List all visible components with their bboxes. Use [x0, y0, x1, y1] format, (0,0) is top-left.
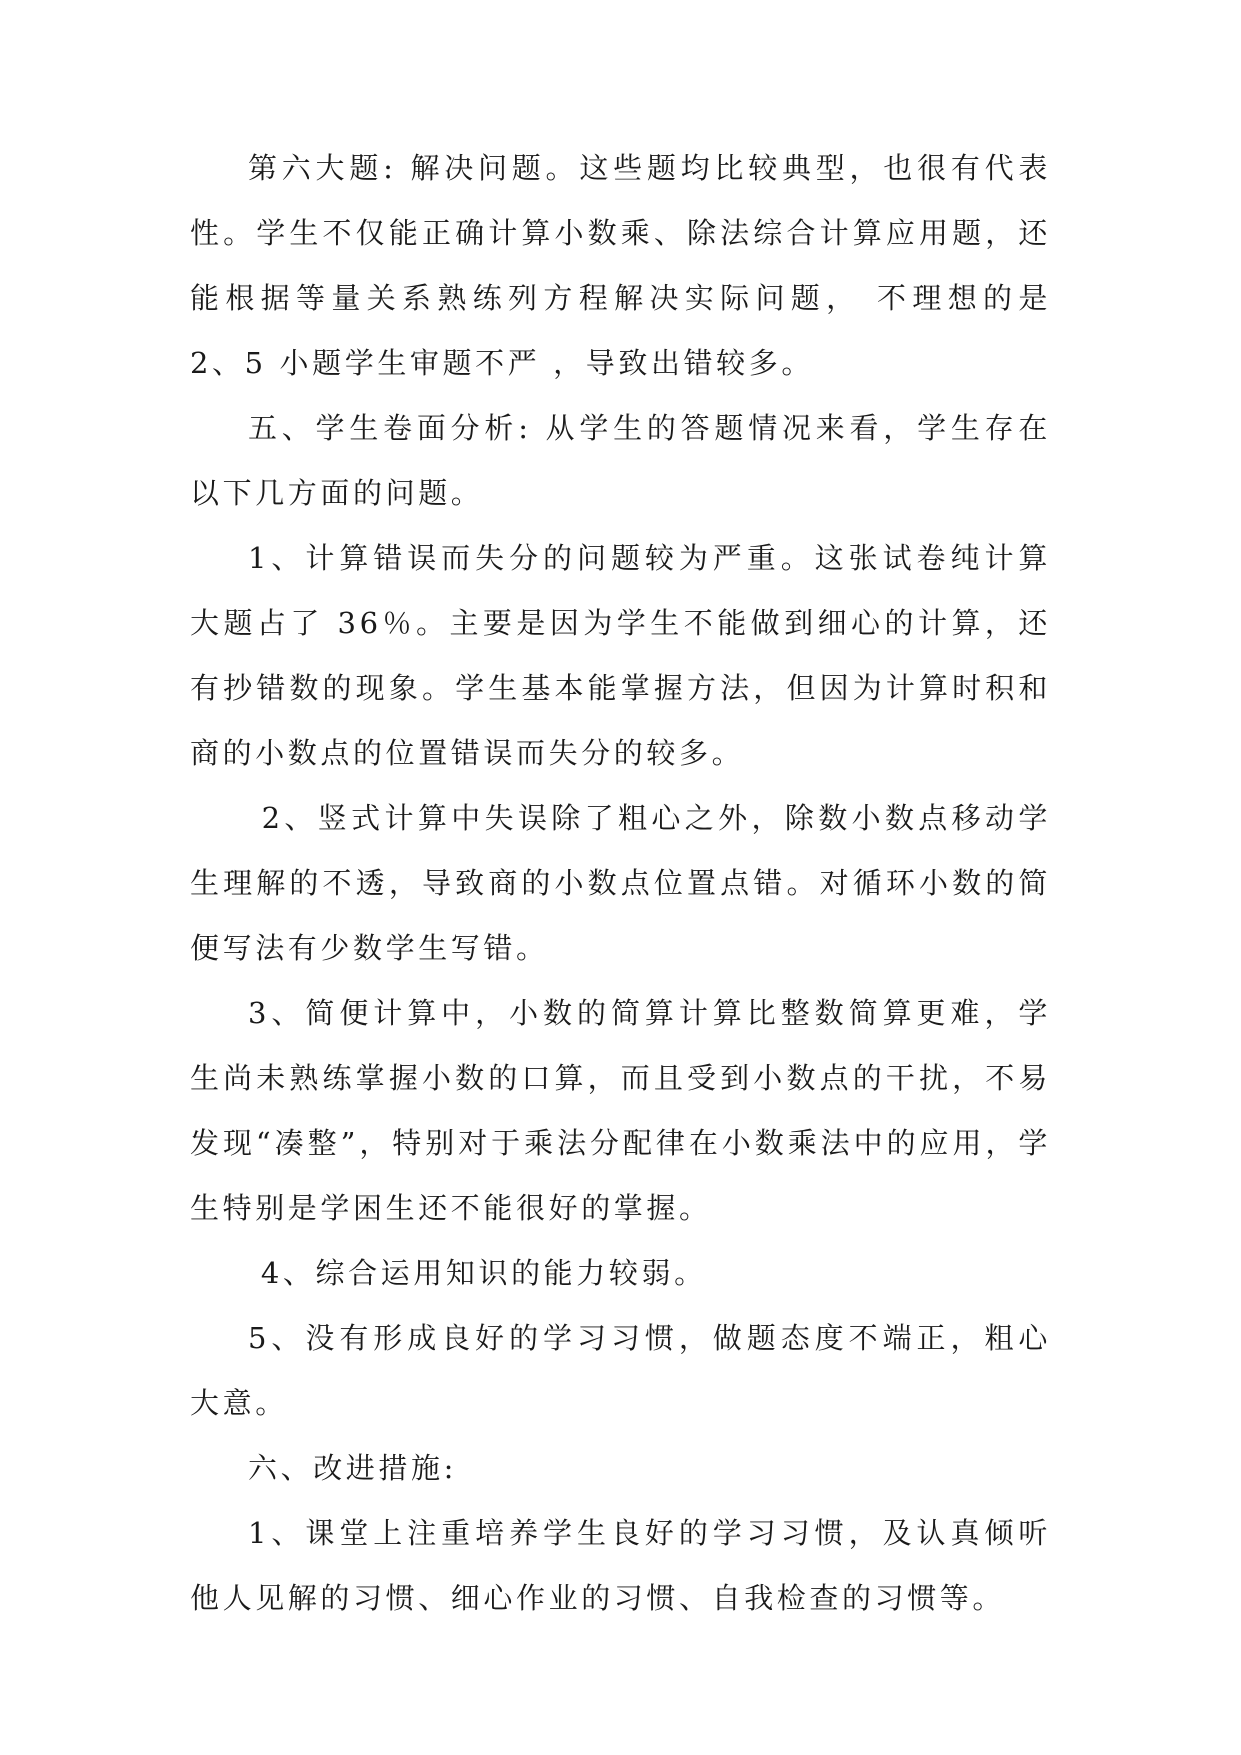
- paragraph-point-3: 3、简便计算中，小数的简算计算比整数简算更难，学生尚未熟练掌握小数的口算，而且受到小数点的干扰，不易发现“凑整”，特别对于乘法分配律在小数乘法中的应用，学生特别是学困生还不能很好的掌握。: [190, 996, 1051, 1225]
- paragraph-improvement-1: 1、课堂上注重培养学生良好的学习习惯，及认真倾听他人见解的习惯、细心作业的习惯、自我检查的习惯等。: [190, 1516, 1051, 1615]
- paragraph-point-1: 1、计算错误而失分的问题较为严重。这张试卷纯计算大题占了 36％。主要是因为学生不能做到细心的计算，还有抄错数的现象。学生基本能掌握方法，但因为计算时积和商的小数点的位置错误而失分的较多。: [190, 541, 1051, 770]
- paragraph-point-5: 5、没有形成良好的学习习惯，做题态度不端正，粗心大意。: [190, 1321, 1051, 1420]
- paragraph-problem-solving: 第六大题: 解决问题。这些题均比较典型，也很有代表性。学生不仅能正确计算小数乘、除法综合计算应用题，还能根据等量关系熟练列方程解决实际问题， 不理想的是 2、5 小题学生审题不严 ，导致出错较多。: [190, 151, 1051, 380]
- paragraph-paper-analysis: 五、学生卷面分析: 从学生的答题情况来看，学生存在以下几方面的问题。: [190, 411, 1051, 510]
- paragraph-point-2: 2、竖式计算中失误除了粗心之外，除数小数点移动学生理解的不透，导致商的小数点位置点错。对循环小数的简便写法有少数学生写错。: [190, 801, 1051, 965]
- paragraph-improvement-heading: 六、改进措施:: [248, 1451, 457, 1485]
- paragraph-point-4: 4、综合运用知识的能力较弱。: [248, 1256, 707, 1290]
